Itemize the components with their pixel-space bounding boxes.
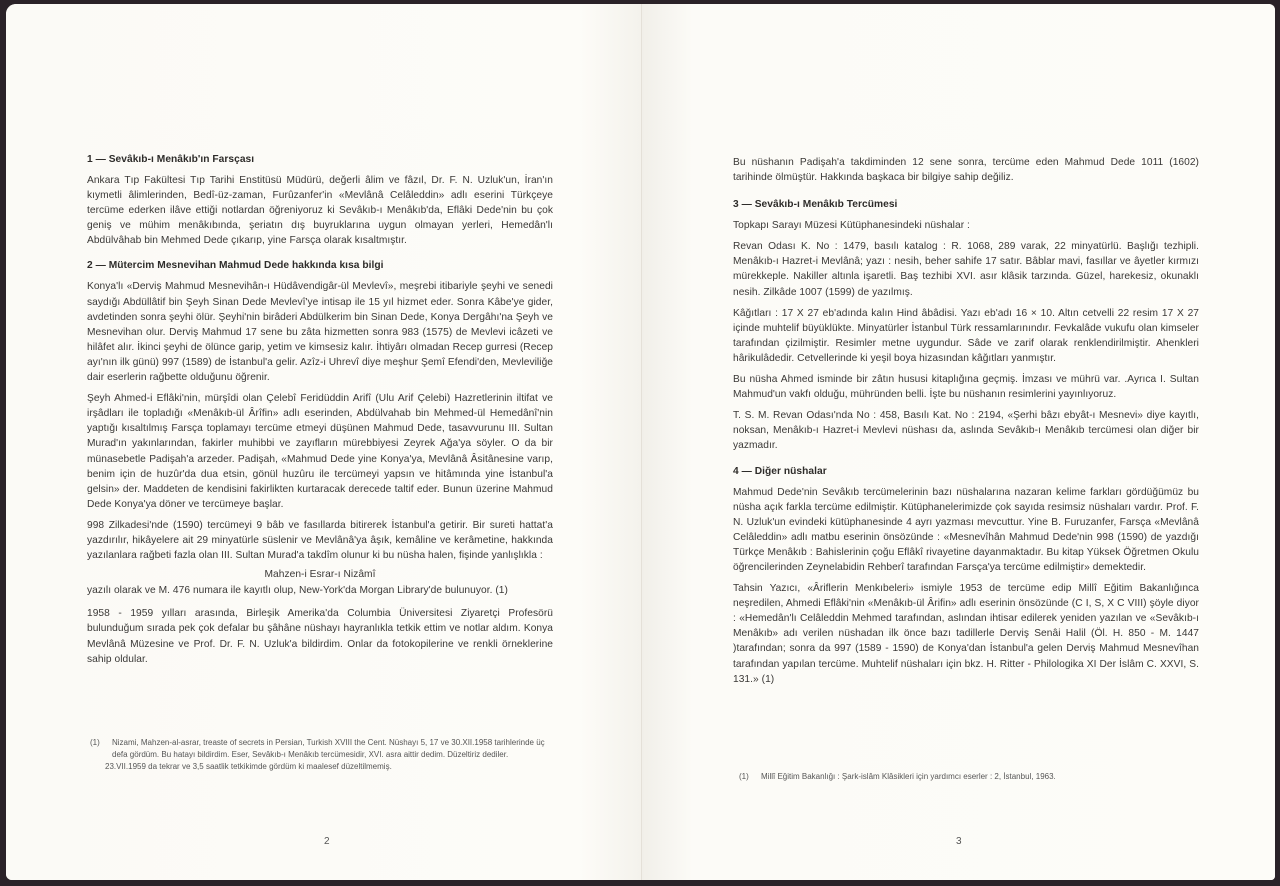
section-3-paragraph-4: Bu nüsha Ahmed isminde bir zâtın hususi kitaplığına geçmiş. İmzası ve mührü var. .Ayrıca I. Sultan Mahmud'un vakfı olduğu, mühründen belli. İşte bu nüshanın resimlerini yayınlıyoruz.	[733, 374, 1199, 401]
section-2-heading: 2 — Mütercim Mesnevihan Mahmud Dede hakkında kısa bilgi	[87, 260, 384, 272]
intro-paragraph: Bu nüshanın Padişah'a takdiminden 12 sene sonra, tercüme eden Mahmud Dede 1011 (1602) tarihinde ölmüştür. Hakkında başkaca bir bilgiye sahip değiliz.	[733, 157, 1199, 184]
section-1-paragraph: Ankara Tıp Fakültesi Tıp Tarihi Enstitüsü Müdürü, değerli âlim ve fâzıl, Dr. F. N. Uzluk'un, İran'ın kıymetli âlimlerinden, Bedî-üz-zaman, Furûzanfer'in «Mevlânâ Celâleddin» adlı eserini Türkçeye tercüme ederken ilâve ettiği notlardan öğreniyoruz ki Sevâkıb-ı Menâkıb'da, Eflâki Dede'nin bu çok geniş ve mühim menâkıbında, şeriatın dış buyruklarına uygun olmayan yerleri, Hemedân'lı Abdülvâhab bin Mehmed Dede çıkarıp, yine Farsça olarak kısaltmıştır.	[87, 175, 553, 247]
footnote-mark: (1)	[90, 738, 100, 747]
section-2-paragraph-3: 998 Zilkadesi'nde (1590) tercümeyi 9 bâb ve fasıllarda bitirerek İstanbul'a getirir. Bir sureti hattat'a yazdırılır, hikâyelere ait 29 minyatürle süslenir ve Mevlânâ'ya âşık, kemâline ve kerâmetine, hakkında yazılanlara rağbeti fazla olan III. Sultan Murad'a takdîm olunur ki bu nüsha halen, fişinde yanlışlıkla :	[87, 519, 553, 562]
section-4-heading: 4 — Diğer nüshalar	[733, 465, 827, 477]
footnote-text: Nizami, Mahzen-al-asrar, treaste of secrets in Persian, Turkish XVIII the Cent. Nüshayı 5, 17 ve 30.XII.1958 tarihlerinde üç defa gördüm. Bu hatayı bildirdim. Eser, Sevâkıb-ı Menâkıb tercümesidir, XVI. asra aittir dedim. Düzeltiriz dediler.	[112, 738, 545, 759]
section-4-paragraph-1: Mahmud Dede'nin Sevâkıb tercümelerinin bazı nüshalarına nazaran kelime farkları gördüğümüz bu nüsha açık farkla tercüme edilmiştir. Kütüphanelerimizde çok sayıda resimsiz nüshaları vardır. Prof. F. N. Uzluk'un evindeki kütüphanesinde 4 ayrı yazması mevcuttur. Yine B. Furuzanfer, Farsça «Mevlânâ Celâleddin» adlı matbu eserinin önsözünde : «Mesnevîhân Mahmud Dede'nin 998 (1590) de yazdığı Türkçe Menâkıb : Bahislerinin çoğu Eflâkî rivayetine dayanmaktadır. Bu kitap Yüksek Öğretmen Okulu öğrencilerinden Zeynelabidin Rehberî tarafından Farsça'ya tercüme edilmiştir» demektedir.	[733, 486, 1199, 573]
manuscript-title: Mahzen-i Esrar-ı Nizâmî	[264, 569, 376, 581]
section-3-paragraph-1: Topkapı Sarayı Müzesi Kütüphanesindeki nüshalar :	[733, 220, 970, 232]
section-2-paragraph-1: Konya'lı «Derviş Mahmud Mesnevihân-ı Hüdâvendigâr-ül Mevlevî», meşrebi itibariyle şeyhi ve senedi saydığı Abdüllâtif bin Şeyh Sinan Dede Mevlevî'ye intisap ile 15 yıl hizmet eder. Sonra Kâbe'ye gider, avdetinden sonra şeyhi ölür. Şeyhi'nin birâderi Abdülkerim bin Sinan Dede, Konya Dergâhı'na Şeyh ve Mesnevihan olur. Derviş Mahmud 17 sene bu zâta hizmetten sonra 983 (1575) de Mevlevi icâzeti ve hilâfet alır. İkinci şeyhi de ölünce garip, yetim ve kimsesiz kalır. İhtiyârı olmadan Recep gurresi (Recep ayı'nın ilk günü) 997 (1589) de İstanbul'a gelir. Azîz-i Uhrevî diye meşhur Şemî Efendi'den, Mevleviliğe dair eserlerin rağbette olduğunu öğrenir.	[87, 281, 553, 384]
footnote-mark: (1)	[739, 772, 749, 781]
right-footnote	[739, 771, 1199, 783]
section-3-heading: 3 — Sevâkıb-ı Menâkıb Tercümesi	[733, 199, 898, 211]
footnote-continuation: 23.VII.1959 da tekrar ve 3,5 saatlik tetkikimde gördüm ki maalesef düzeltilmemiş.	[105, 762, 392, 771]
section-3-paragraph-2: Revan Odası K. No : 1479, basılı katalog : R. 1068, 289 varak, 22 minyatürlü. Başlığı tezhipli. Menâkıb-ı Hazret-i Mevlânâ; yazı : nesih, beher sahife 17 satır. Bâblar mavi, fasıllar ve âyetler kırmızı mürekkeple. Nakiller altınla işaretli. Baş tezhibi XVI. asır klâsik tarzında. Güzel, harekesiz, okunaklı nesih. Zilkâde 1007 (1599) de yazılmış.	[733, 241, 1199, 298]
section-2-paragraph-2: Şeyh Ahmed-i Eflâki'nin, mürşîdi olan Çelebî Feridüddin Arifî (Ulu Arif Çelebi) Hazretlerinin iltifat ve irşâdları ile topladığı «Menâkıb-ül Ârîfin» adlı eserinden, Abdülvahab bin Mehmed-ül Hemedânî'nin yaptığı kısaltılmış Farsça toplamayı tercüme etmeyi düşünen Mahmud Dede, tasavvurunu III. Sultan Murad'ın yakınlarından, fakirler muhibbi ve zayıfların mürebbiyesi Zeyrek Ağa'ya söyler. O da bir münasebetle Padişah'a arzeder. Padişah, «Mahmud Dede yine Konya'ya, Mevlânâ Âsitânesine varıp, benim için de huzûr'da dua etsin, gönül huzûru ile tercümeyi yapsın ve hitâmında yine İstanbul'a gelsin» der. Maddeten de kendisini fakirlikten kurtaracak derecede taltif eder. Bunun üzerine Mahmud Dede Konya'ya döner ve tercümeye başlar.	[87, 393, 553, 510]
section-2-paragraph-4: yazılı olarak ve M. 476 numara ile kayıtlı olup, New-York'da Morgan Library'de bulunuyor. (1)	[87, 585, 508, 597]
left-footnote	[90, 737, 560, 773]
page-number-left: 2	[324, 836, 330, 847]
page-number-right: 3	[956, 836, 962, 847]
right-page	[642, 4, 1275, 880]
left-page	[6, 4, 642, 880]
right-page-text-column	[733, 155, 1199, 693]
left-page-text-column	[87, 152, 553, 673]
section-3-paragraph-3: Kâğıtları : 17 X 27 eb'adında kalın Hind âbâdisi. Yazı eb'adı 16 × 10. Altın cetvelli 22 resim 17 X 27 içinde muhtelif büyüklükte. Minyatürler İstanbul Türk ressamlarınındır. Fevkalâde vukufu olan kimseler tarafından çizilmiştir. Resimler metne uygundur. Sâde ve zarif olarak renklendirilmiştir. Ahenkleri hârikulâdedir. Cetvellerinde ki yeşil boya hizasından kâğıtları yanmıştır.	[733, 307, 1199, 364]
section-4-paragraph-2: Tahsin Yazıcı, «Âriflerin Menkıbeleri» ismiyle 1953 de tercüme edip Millî Eğitim Bakanlığınca neşredilen, Ahmedi Eflâki'nin «Menâkıb-ül Ârifin» adlı eserinin önsözünde (C I, S, X C VIII) şöyle diyor : «Hemedân'lı Celâleddin Mehmed tarafından, aslından ihtisar edilerek yeniden yazılan ve «Sevâkıb-ı Menâkıb» adı verilen nüshadan ilk önce bazı tadillerle Derviş Senâi Halil (Öl. H. 850 - M. 1447 )tarafından; sonra da 997 (1589 - 1590) de Konya'dan İstanbul'a gelen Derviş Mahmud Mesnevîhan tarafından yapılan tercüme. Muhtelif nüshaları için bkz. H. Ritter - Philologika XI Der İslâm C. XXVI, S. 131.» (1)	[733, 583, 1199, 685]
section-3-paragraph-5: T. S. M. Revan Odası'nda No : 458, Basılı Kat. No : 2194, «Şerhi bâzı ebyât-ı Mesnevi» diye kayıtlı, noksan, Menâkıb-ı Hazret-i Mevlevi nüshası da, aslında Sevâkıb-ı Menâkıb tercümesi olan diğer bir yazmadır.	[733, 410, 1199, 452]
section-1-heading: 1 — Sevâkıb-ı Menâkıb'ın Farsçası	[87, 154, 255, 165]
footnote-text: Millî Eğitim Bakanlığı : Şark-islâm Klâsikleri için yardımcı eserler : 2, İstanbul, 1963.	[761, 772, 1056, 781]
book-spread	[6, 4, 1275, 880]
section-2-paragraph-5: 1958 - 1959 yılları arasında, Birleşik Amerika'da Columbia Üniversitesi Ziyaretçi Profesörü bulunduğum sırada pek çok defalar bu şâhâne nüshayı hayranlıkla tetkik ettim ve notlar aldım. Konya Mevlânâ Müzesine ve Prof. Dr. F. N. Uzluk'a bildirdim. Onlar da fotokopilerine ve renkli örneklerine sahip oldular.	[87, 608, 553, 665]
